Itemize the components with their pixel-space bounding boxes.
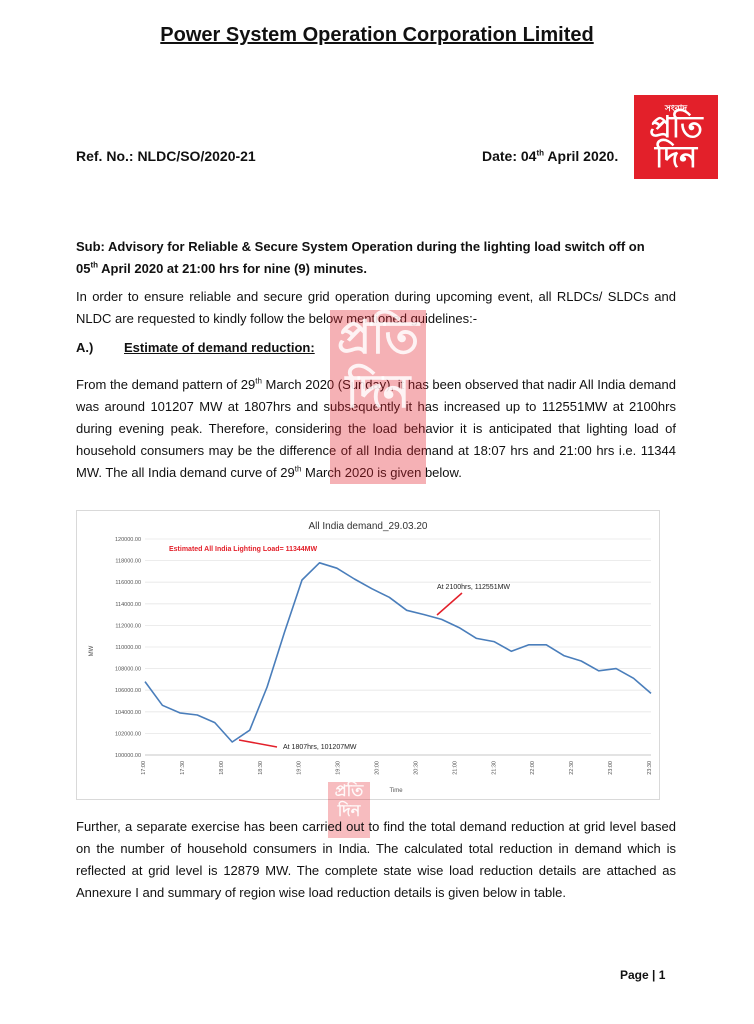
x-tick-label: 21:30 bbox=[491, 761, 498, 775]
para1-part1: From the demand pattern of 29 bbox=[76, 377, 256, 392]
arrow-1807hrs bbox=[239, 740, 277, 747]
y-tick-label: 108000.00 bbox=[115, 666, 141, 673]
reference-number: Ref. No.: NLDC/SO/2020-21 bbox=[76, 148, 256, 164]
y-tick-label: 100000.00 bbox=[115, 753, 141, 759]
watermark-logo-small: প্রতি দিন bbox=[328, 782, 370, 838]
reduction-paragraph: Further, a separate exercise has been carried out to find the total demand reduction at grid level based on the number of household consumers in India. The calculated total reduction in demand which is reflected at grid level is 12879 MW. The complete state wise load reduction details are attached as Annexure I and summary of region wise load reduction details is given below in table. bbox=[76, 819, 676, 900]
document-date bbox=[482, 148, 618, 164]
x-tick-label: 19:00 bbox=[296, 761, 303, 775]
para1-sup2: th bbox=[294, 464, 302, 474]
y-tick-label: 104000.00 bbox=[115, 709, 141, 716]
y-tick-label: 120000.00 bbox=[115, 537, 141, 543]
x-tick-label: 23:30 bbox=[647, 761, 653, 775]
subject-line2: April 2020 at 21:00 hrs for nine (9) minutes. bbox=[98, 261, 368, 276]
date-sup: th bbox=[536, 148, 545, 158]
x-tick-label: 20:30 bbox=[413, 761, 420, 775]
y-tick-label: 112000.00 bbox=[115, 623, 141, 630]
y-tick-label: 114000.00 bbox=[115, 601, 141, 608]
demand-series-line bbox=[145, 563, 651, 742]
annotation-lighting-load: Estimated All India Lighting Load= 11344MW bbox=[169, 546, 318, 553]
y-tick-label: 102000.00 bbox=[115, 731, 141, 738]
intro-paragraph: In order to ensure reliable and secure grid operation during upcoming event, all RLDCs/ SLDCs and NLDC are requested to kindly follow the below mentioned guidelines:- bbox=[76, 289, 676, 326]
y-tick-label: 116000.00 bbox=[115, 580, 141, 587]
x-tick-label: 21:00 bbox=[452, 761, 459, 775]
para1-part3: March 2020 is given below. bbox=[301, 465, 462, 480]
pratidin-logo bbox=[634, 95, 718, 179]
x-tick-label: 23:00 bbox=[608, 761, 615, 775]
y-tick-label: 118000.00 bbox=[115, 558, 141, 565]
page-title: Power System Operation Corporation Limited bbox=[160, 24, 594, 46]
page-number: Page | 1 bbox=[620, 968, 666, 982]
demand-chart bbox=[76, 510, 660, 800]
date-prefix: Date: 04 bbox=[482, 148, 537, 164]
x-tick-label: 17:00 bbox=[141, 761, 147, 775]
y-axis-label: MW bbox=[89, 645, 95, 657]
x-tick-label: 19:30 bbox=[335, 761, 342, 775]
watermark-logo: প্রতি দিন bbox=[330, 310, 426, 484]
demand-chart-svg bbox=[77, 511, 659, 799]
para1-sup1: th bbox=[255, 376, 262, 386]
subject-line1: Sub: Advisory for Reliable & Secure System Operation during the lighting load switch off on bbox=[76, 239, 645, 254]
logo-top-text: সংবাদ bbox=[664, 103, 688, 113]
x-tick-label: 18:30 bbox=[257, 761, 264, 775]
x-tick-label: 22:00 bbox=[530, 761, 537, 775]
subject-line bbox=[76, 236, 676, 280]
section-a-title: Estimate of demand reduction: bbox=[124, 340, 315, 355]
x-tick-label: 20:00 bbox=[374, 761, 381, 775]
section-a-label: A.) bbox=[76, 340, 94, 355]
chart-title: All India demand_29.03.20 bbox=[308, 521, 428, 532]
subject-sup: th bbox=[90, 260, 99, 270]
x-tick-label: 17:30 bbox=[179, 761, 186, 775]
para1-part2: March 2020 (Sunday), it has been observed that nadir All India demand was around 101207 MW at 1807hrs and subsequently it has increased up to 112551MW at 2100hrs during evening peak. Therefore, considering the load behavior it is anticipated that lighting load of household consumers may be the difference of all India demand at 18:07 hrs and 21:00 hrs i.e. 11344 MW. The all India demand curve of 29 bbox=[76, 377, 676, 480]
logo-main-text: প্রতি দিন bbox=[649, 111, 703, 174]
x-tick-label: 22:30 bbox=[569, 761, 576, 775]
x-tick-label: 18:00 bbox=[218, 761, 225, 775]
date-suffix: April 2020. bbox=[544, 148, 619, 164]
section-a-heading bbox=[76, 340, 315, 355]
annotation-2100hrs: At 2100hrs, 112551MW bbox=[437, 584, 511, 591]
y-tick-label: 110000.00 bbox=[115, 645, 141, 651]
annotation-1807hrs: At 1807hrs, 101207MW bbox=[283, 744, 357, 751]
y-tick-label: 106000.00 bbox=[115, 688, 141, 695]
x-axis-label: Time bbox=[389, 788, 403, 794]
subject-day: 05 bbox=[76, 261, 91, 276]
